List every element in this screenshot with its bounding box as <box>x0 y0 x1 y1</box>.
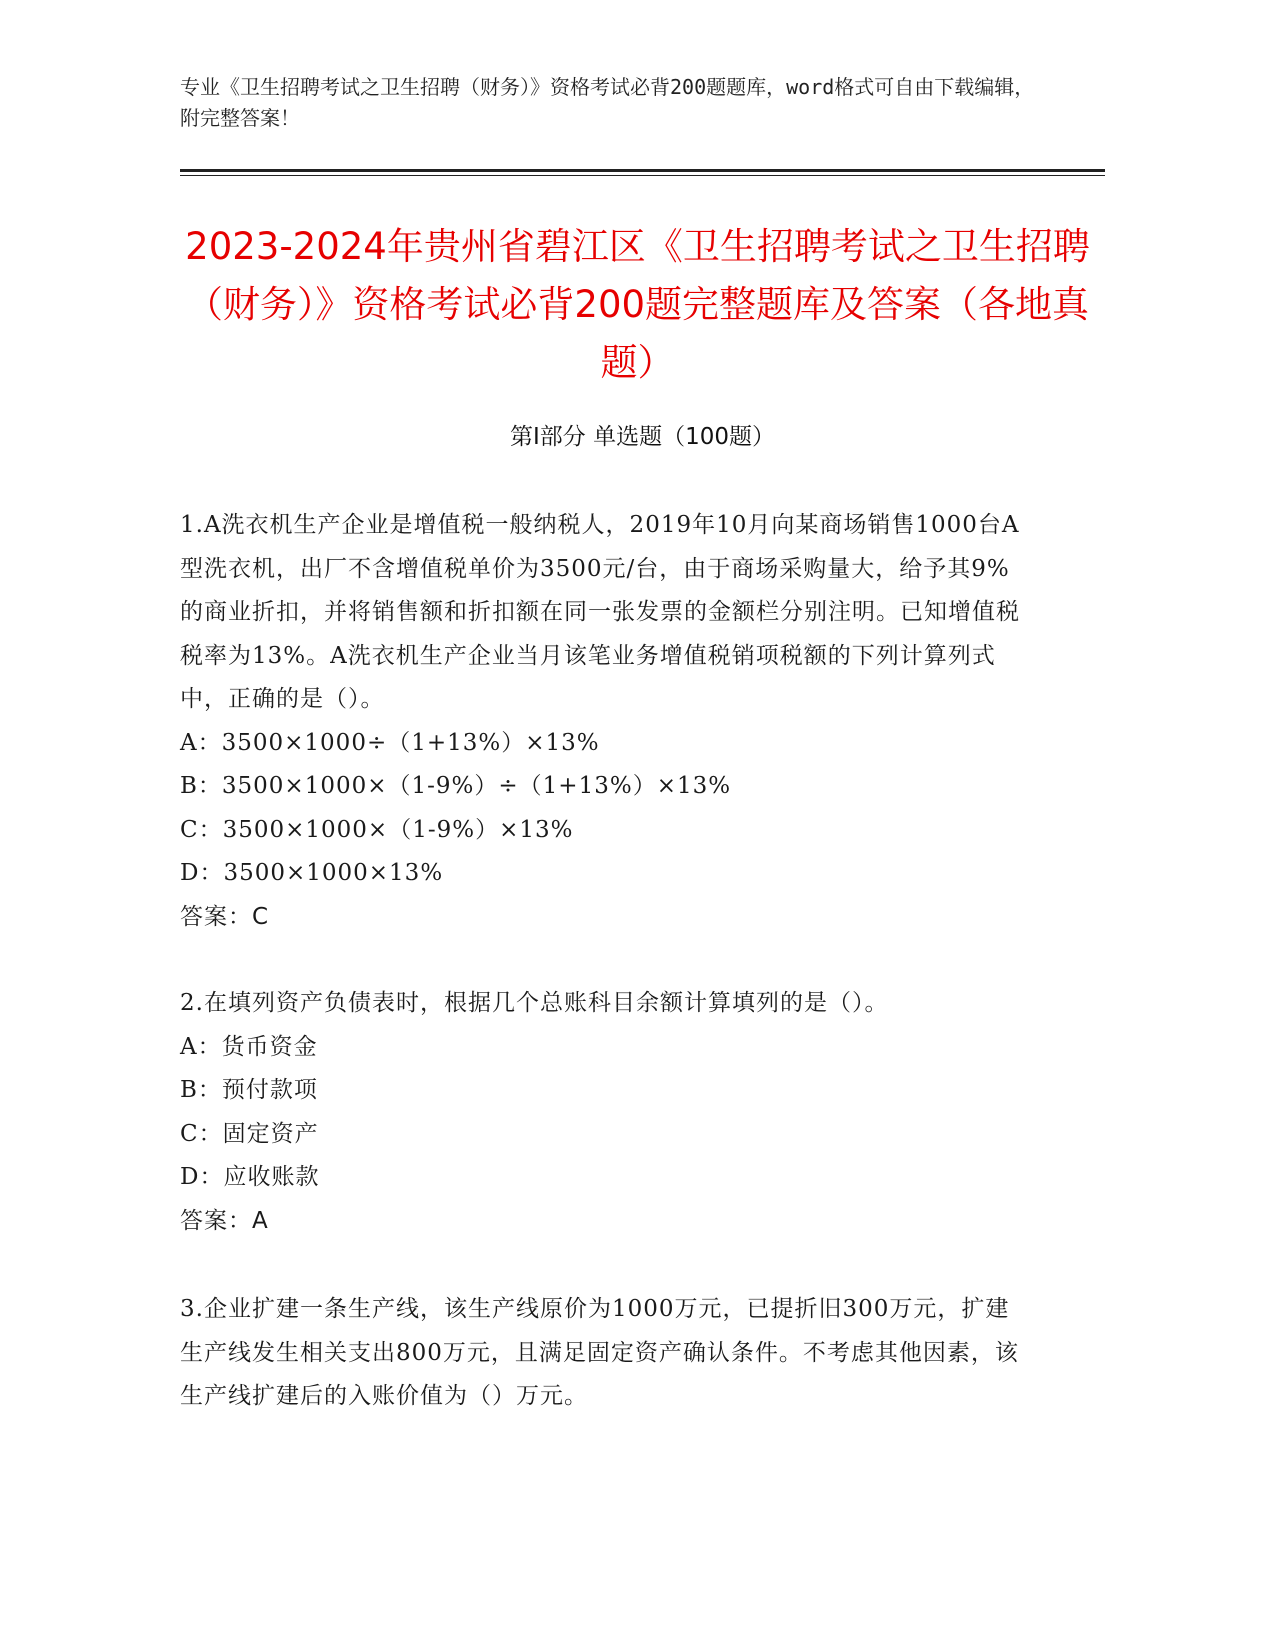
question-text: 2.在填列资产负债表时，根据几个总账科目余额计算填列的是（）。 <box>180 990 889 1016</box>
question-2 <box>180 982 1030 1243</box>
question-text: 3.企业扩建一条生产线，该生产线原价为1000万元，已提折旧300万元，扩建生产线发生相关支出800万元，且满足固定资产确认条件。不考虑其他因素，该生产线扩建后的入账价值为（）万元。 <box>180 1296 1019 1409</box>
section-title: 第Ⅰ部分 单选题（100题） <box>510 424 775 450</box>
answer-label: 答案： <box>180 1207 252 1234</box>
header-divider-thick <box>180 169 1105 172</box>
option-a: A：货币资金 <box>180 1033 318 1060</box>
header-note: 专业《卫生招聘考试之卫生招聘（财务）》资格考试必背200题题库，word格式可自由下载编辑，附完整答案！ <box>180 75 1035 130</box>
option-c: C：3500×1000×（1-9%）×13% <box>180 816 574 843</box>
option-d: D：3500×1000×13% <box>180 860 444 886</box>
option-a: A：3500×1000÷（1+13%）×13% <box>180 729 600 756</box>
option-b: B：3500×1000×（1-9%）÷（1+13%）×13% <box>180 773 732 799</box>
option-b: B：预付款项 <box>180 1077 318 1103</box>
answer-value: A <box>252 1207 269 1234</box>
option-d: D：应收账款 <box>180 1164 320 1190</box>
answer-line <box>180 896 1030 940</box>
option-c: C：固定资产 <box>180 1120 319 1147</box>
question-1 <box>180 504 1030 939</box>
document-title: 2023-2024年贵州省碧江区《卫生招聘考试之卫生招聘（财务）》资格考试必背200题完整题库及答案（各地真题） <box>185 225 1090 384</box>
question-text: 1.A洗衣机生产企业是增值税一般纳税人，2019年10月向某商场销售1000台A型洗衣机，出厂不含增值税单价为3500元/台，由于商场采购量大，给予其9%的商业折扣，并将销售额和折扣额在同一张发票的金额栏分别注明。已知增值税税率为13%。A洗衣机生产企业当月该笔业务增值税销项税额的下列计算列式中，正确的是（）。 <box>180 512 1020 712</box>
answer-value: C <box>252 903 270 930</box>
question-3 <box>180 1288 1030 1419</box>
answer-line <box>180 1200 1030 1244</box>
header-divider-thin <box>180 175 1105 176</box>
answer-label: 答案： <box>180 903 252 930</box>
